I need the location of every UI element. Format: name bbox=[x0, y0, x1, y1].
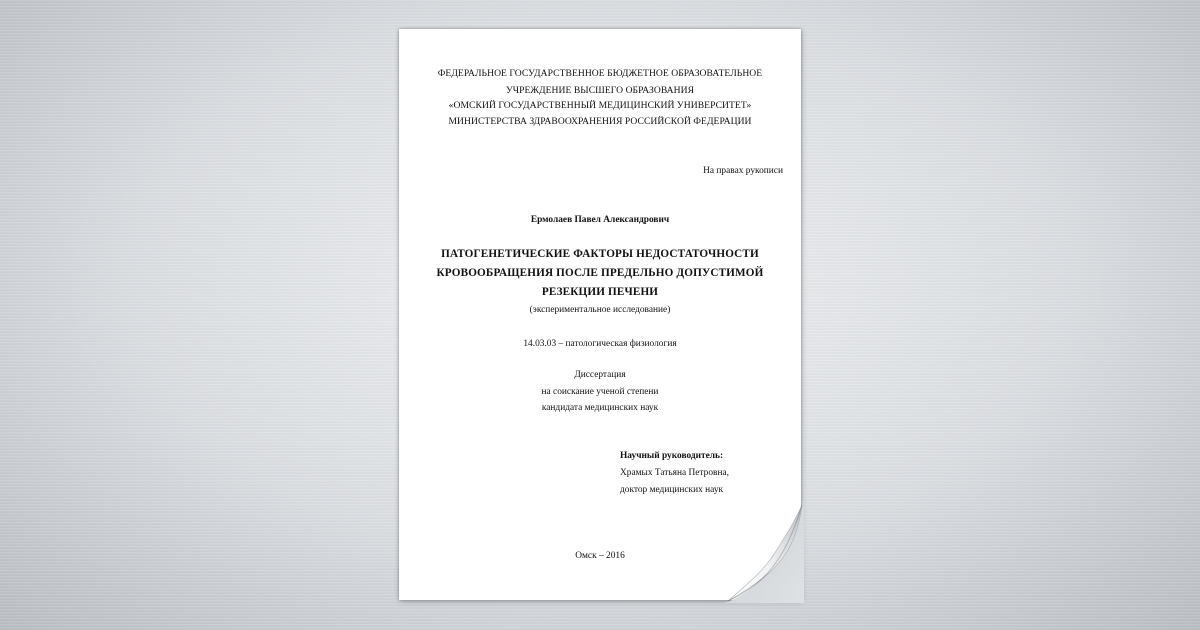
author-name: Ермолаев Павел Александрович bbox=[530, 215, 670, 225]
specialty: 14.03.03 – патологическая физиология bbox=[523, 339, 677, 349]
degree-line: на соискание ученой степени bbox=[541, 387, 659, 397]
title-line: КРОВООБРАЩЕНИЯ ПОСЛЕ ПРЕДЕЛЬНО ДОПУСТИМОЙ bbox=[436, 267, 764, 279]
degree-line: кандидата медицинских наук bbox=[541, 403, 659, 413]
organization-line: «ОМСКИЙ ГОСУДАРСТВЕННЫЙ МЕДИЦИНСКИЙ УНИВЕРСИТЕТ» bbox=[448, 100, 752, 111]
title-line: РЕЗЕКЦИИ ПЕЧЕНИ bbox=[541, 286, 659, 298]
organization-line: ФЕДЕРАЛЬНОЕ ГОСУДАРСТВЕННОЕ БЮДЖЕТНОЕ ОБРАЗОВАТЕЛЬНОЕ bbox=[437, 68, 763, 79]
manuscript-note: На правах рукописи bbox=[703, 166, 783, 176]
document-page bbox=[399, 29, 801, 600]
supervisor-heading: Научный руководитель: bbox=[620, 451, 724, 461]
organization-line: УЧРЕЖДЕНИЕ ВЫСШЕГО ОБРАЗОВАНИЯ bbox=[505, 85, 695, 96]
organization-line: МИНИСТЕРСТВА ЗДРАВООХРАНЕНИЯ РОССИЙСКОЙ ФЕДЕРАЦИИ bbox=[448, 116, 752, 127]
subtitle: (экспериментальное исследование) bbox=[529, 305, 671, 315]
supervisor-name: Храмых Татьяна Петровна, bbox=[620, 468, 729, 478]
city-year: Омск – 2016 bbox=[575, 551, 625, 561]
title-line: ПАТОГЕНЕТИЧЕСКИЕ ФАКТОРЫ НЕДОСТАТОЧНОСТИ bbox=[441, 248, 759, 260]
degree-line: Диссертация bbox=[574, 370, 626, 380]
supervisor-degree: доктор медицинских наук bbox=[620, 485, 724, 495]
